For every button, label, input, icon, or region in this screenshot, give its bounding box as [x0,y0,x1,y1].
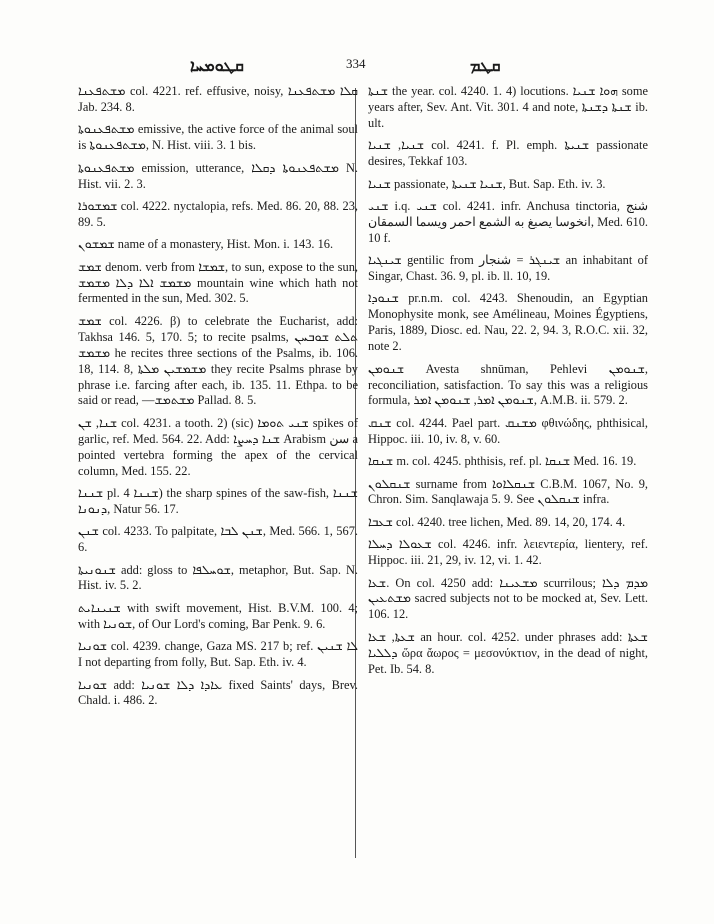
dictionary-entry: ܫܢܢ col. 4233. To palpitate, ܫܢܢ ܠܒܐ, Med. 566. 1, 567. 6. [78,524,358,555]
dictionary-entry: ܫܡܫܘܢ name of a monastery, Hist. Mon. i. 143. 16. [78,237,334,252]
dictionary-entry: ܫܥܬܐ, ܫܥܐ an hour. col. 4252. under phrases add: ܫܥܬܐ ܕܠܠܝܐ ὥρα ἄωρος = μεσονύκτιον, in the dead of night, Pet. Ib. 54. 8. [368,629,648,676]
dictionary-entry: ܫܢܝܐ passionate, ܫܢܝܐ ܫܢܝܬܐ, But. Sap. Eth. iv. 3. [368,176,606,191]
running-head-left: ܩܛܘܡܚܐ [190,56,244,75]
dictionary-entry: ܫܢܘܕܐ pr.n.m. col. 4243. Shenoudin, an Egyptian Monophysite monk, see Amélineau, Moines Égyptiens, Paris, 1889, Diosc. ed. Nau, 22. 2, 94. 3, R.O.C. xii. 32, note 2. [368,291,648,354]
dictionary-entry: ܫܡܫ col. 4226. β) to celebrate the Eucharist, add: Takhsa 146. 5, 170. 5; to recite psalms, ܬܠܬ ܫܘܒܚܢ ܡܫܡܫ he recites three sections of the Psalms, ib. 106. 18, 114. 8, ܡܫܡܫܝܢ ܡܠܬܐ they recite Psalms phrase by phrase i.e. farcing after each, ib. 135. 11. Ethpa. to be said or read, —ܡܫܬܡܫ Pallad. 8. 5. [78,313,358,408]
dictionary-entry: ܫܝܢܓܝܐ gentilic from ܫܝܢܓܪ = شنجار an inhabitant of Singar, Chast. 36. 9, pl. ib. ll. 10, 19. [368,253,648,284]
dictionary-entry: ܫܢܢܐ pl. ܫܢܢܐ 4) the sharp spines of the saw-fish, ܫܢܢܐ ܕܢܘܢܐ, Natur 56. 17. [78,485,358,516]
dictionary-entry: ܫܢܐ, ܫܢ col. 4231. a tooth. 2) (sic) ܫܢܝ ܬܘܡܐ spikes of garlic, ref. Med. 564. 22. Add: ܫܢܐ ܕܚܨܐ Arabism سن a pointed vertebra forming the apex of the cervical column, Med. 155. 22. [78,415,358,478]
dictionary-entry: ܫܢܝܐ, ܫܢܝܐ col. 4241. f. Pl. emph. ܫܢܝܬܐ passionate desires, Tekkaf 103. [368,138,648,169]
running-head-right: ܩܛܡ [470,56,501,75]
dictionary-entry: ܡܫܬܦܥܢܐ col. 4221. ref. effusive, noisy, ܩܠܐ ܡܫܬܦܥܢܐ Jab. 234. 8. [78,84,358,114]
left-column [78,84,358,716]
dictionary-entry: ܫܘܢܝܐ col. 4239. change, Gaza MS. 217 b; ref. ܠܐ ܫܢܝܢ I not departing from folly, But. Sap. Eth. iv. 4. [78,639,358,670]
dictionary-entry: ܫܢܘܢܝܬܐ add: gloss to ܫܘܚܠܦܐ, metaphor, But. Sap. N. Hist. iv. 5. 2. [78,562,358,593]
dictionary-entry: ܫܥܐ. On col. 4250 add: ܡܫܥܝܢܐ scurrilous; ܡܕܡ ܕܠܐ ܡܫܬܥܝܢ sacred subjects not to be mocked at, Sev. Lett. 106. 12. [368,575,648,622]
dictionary-entry: ܡܫܬܦܥܢܘܬܐ emissive, the active force of the animal soul is ܡܫܬܦܥܢܘܬܐ, N. Hist. viii. 3. 1 bis. [78,122,358,153]
dictionary-entry: ܫܢܩܠܘܢ surname from ܫܢܩܠܐܘܐ C.B.M. 1067, No. 9, Chron. Sim. Sanqlawaja 5. 9. See ܫܢܩܠܘܢ infra. [368,476,648,507]
dictionary-entry: ܫܢܩܐ m. col. 4245. phthisis, ref. pl. ܫܢܩܐ Med. 16. 19. [368,454,637,469]
dictionary-entry: ܫܢܩ col. 4244. Pael part. ܡܫܢܩ φθινώδης, phthisical, Hippoc. iii. 10, iv. 8, v. 60. [368,415,648,446]
dictionary-entry: ܫܢܝ i.q. ܫܢܝ col. 4241. infr. Anchusa tinctoria, شنج انخوسا يصبغ به الشمع احمر ويسما السمقان, Med. 610. 10 f. [368,198,648,245]
page-number: 334 [346,56,366,71]
dictionary-entry: ܡܫܬܦܥܢܘܬܐ emission, utterance, ܡܫܬܦܥܢܘܬܐ ܕܩܠܐ N. Hist. vii. 2. 3. [78,160,358,191]
right-column [368,84,648,684]
dictionary-entry: ܫܢܝܢܐܝܬ with swift movement, Hist. B.V.M. 100. 4; with ܫܘܢܝܐ, of Our Lord's coming, Bar Penk. 9. 6. [78,600,358,631]
dictionary-entry: ܫܢܬܐ the year. col. 4240. 1. 4) locutions. ܗܘܐ ܫܢܝܐ some years after, Sev. Ant. Vit. 301. 4 and note, ܫܢܬܐ ܕܫܢܬܐ ib. ult. [368,84,648,130]
dictionary-entry: ܫܥܒܐ col. 4240. tree lichen, Med. 89. 14, 20, 174. 4. [368,514,626,529]
dictionary-entry: ܫܡܫܘܪܐ col. 4222. nyctalopia, refs. Med. 86. 20, 88. 23, 89. 5. [78,198,358,229]
dictionary-entry: ܫܡܫ denom. verb from ܫܡܫܐ, to sun, expose to the sun, ܡܫܡܫ ܐܠܐ ܕܠܐ ܡܫܡܫ mountain wine which hath not fermented in the sun, Med. 302. 5. [78,259,358,306]
dictionary-entry: ܫܢܘܡܢ Avesta shnūman, Pehlevi ܫܢܘܡܢ, reconciliation, satisfaction. To say this was a religious formula, ܫܢܘܡܢ ܐܡܪ, ܫܢܘܡܢ ܐܡܪ, A.M.B. ii. 579. 2. [368,361,648,408]
dictionary-entry: ܫܥܘܠܐ ܕܚܠܐ col. 4246. infr. λειεντερία, lientery, ref. Hippoc. iii. 21, 29, iv. 12, vi. 1. 42. [368,537,648,568]
dictionary-entry: ܫܘܢܝܐ add: ܥܐܕܐ ܕܠܐ ܫܘܢܝܐ fixed Saints' days, Brev. Chald. i. 486. 2. [78,677,358,708]
